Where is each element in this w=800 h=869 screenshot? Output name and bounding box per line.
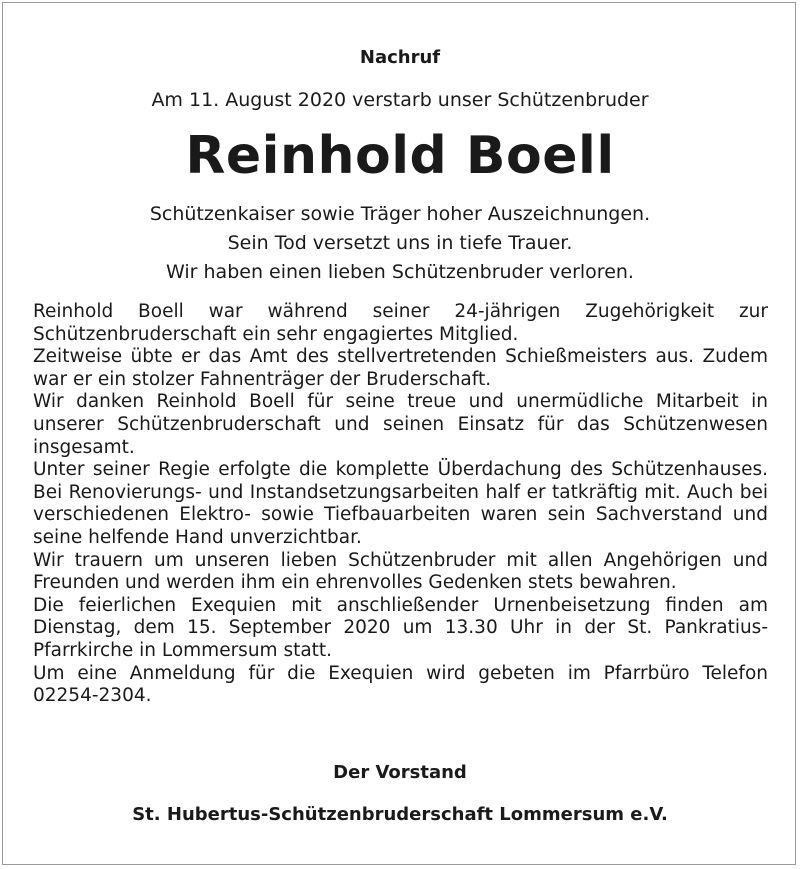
body-paragraph: Reinhold Boell war während seiner 24-jährigen Zugehörigkeit zur Schützenbruderschaft ein sehr engagiertes Mitglied.: [33, 301, 768, 345]
body-paragraph: Wir trauern um unseren lieben Schützenbruder mit allen Angehörigen und Freunden und werden ihm ein ehrenvolles Gedenken stets bewahren.: [33, 549, 768, 594]
body-paragraph: Wir danken Reinhold Boell für seine treue und unermüdliche Mitarbeit in unserer Schützenbruderschaft und seinen Einsatz für das Schützenwesen insgesamt.: [33, 391, 768, 458]
deceased-name: Reinhold Boell: [185, 126, 615, 186]
tribute-line: Sein Tod versetzt uns in tiefe Trauer.: [227, 232, 573, 254]
body-paragraph: Um eine Anmeldung für die Exequien wird gebeten im Pfarrbüro Telefon 02254-2304.: [33, 662, 768, 707]
body-paragraph: Unter seiner Regie erfolgte die komplette Überdachung des Schützenhauses. Bei Renovierungs- und Instandsetzungsarbeiten half er tatkräftig mit. Auch bei verschiedenen Elektro- sowie Tiefbauarbeiten waren sein Sachverstand und seine helfende Hand unverzichtbar.: [33, 459, 768, 548]
organization-signature: St. Hubertus-Schützenbruderschaft Lommersum e.V.: [132, 804, 668, 825]
tribute-line: Schützenkaiser sowie Träger hoher Auszeichnungen.: [149, 203, 651, 225]
body-paragraph: Zeitweise übte er das Amt des stellvertretenden Schießmeisters aus. Zudem war er ein stolzer Fahnenträger der Bruderschaft.: [33, 346, 768, 390]
tribute-lines: [0, 200, 800, 287]
death-announcement-line: Am 11. August 2020 verstarb unser Schützenbruder: [151, 89, 649, 111]
obituary-body: [33, 301, 768, 708]
tribute-line: Wir haben einen lieben Schützenbruder verloren.: [166, 261, 634, 283]
notice-heading: Nachruf: [359, 47, 441, 68]
body-paragraph: Die feierlichen Exequien mit anschließender Urnenbeisetzung finden am Dienstag, dem 15. September 2020 um 13.30 Uhr in der St. Pankratius-Pfarrkirche in Lommersum statt.: [33, 594, 768, 661]
board-signature: Der Vorstand: [333, 762, 467, 783]
